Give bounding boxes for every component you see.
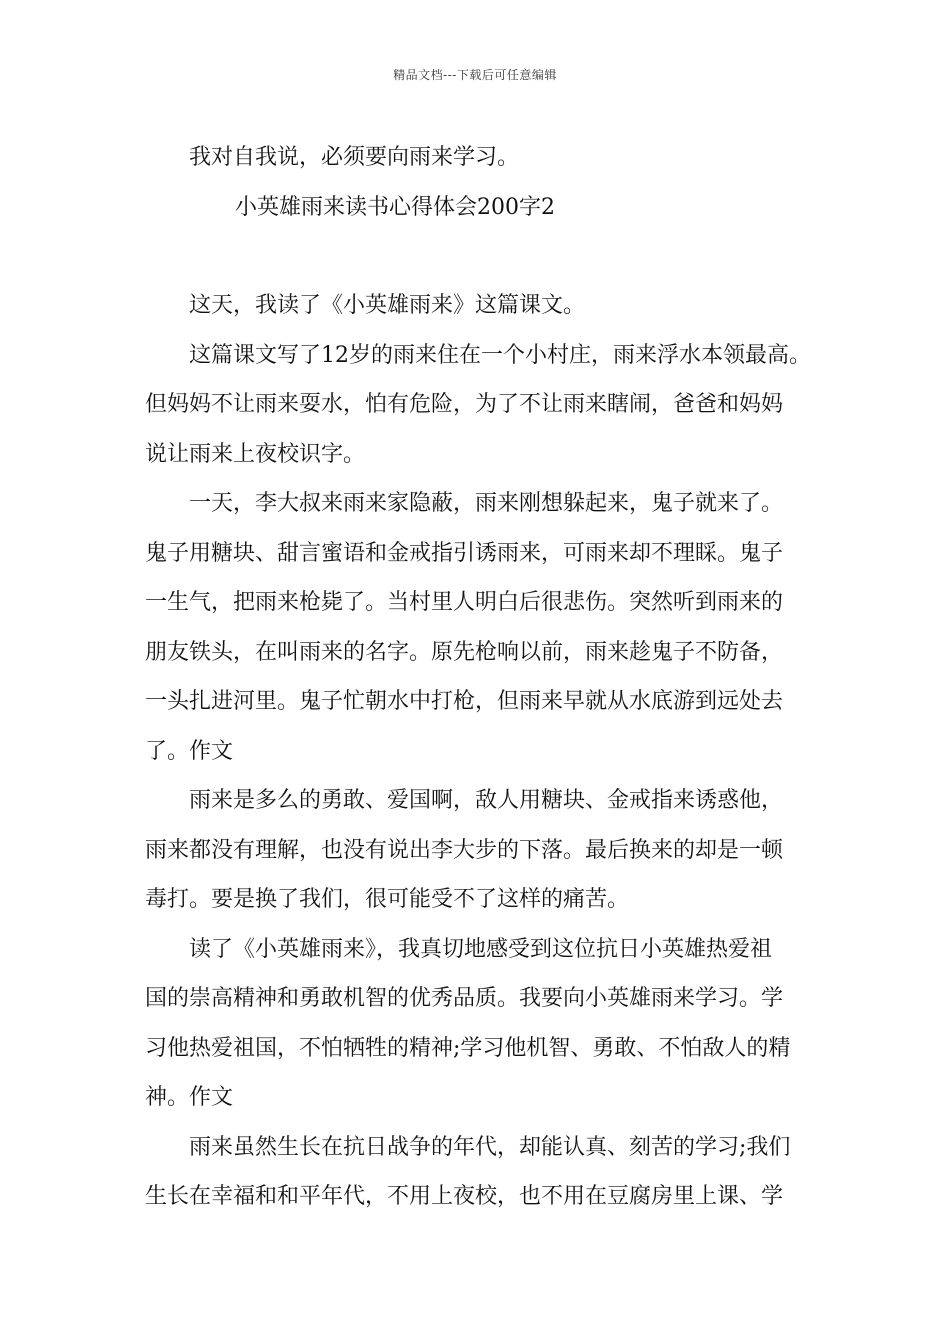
text-line: 一头扎进河里。鬼子忙朝水中打枪，但雨来早就从水底游到远处去 xyxy=(145,689,784,714)
section-title: 小英雄雨来读书心得体会200字2 xyxy=(235,194,555,220)
text-line: 但妈妈不让雨来耍水，怕有危险，为了不让雨来瞎闹，爸爸和妈妈 xyxy=(145,392,784,417)
text-line: 说让雨来上夜校识字。 xyxy=(145,441,366,467)
text-line: 习他热爱祖国，不怕牺牲的精神;学习他机智、勇敢、不怕敌人的精 xyxy=(145,1035,791,1061)
text-line: 雨来都没有理解，也没有说出李大步的下落。最后换来的却是一顿 xyxy=(145,837,784,863)
text-line: 一生气，把雨来枪毙了。当村里人明白后很悲伤。突然听到雨来的 xyxy=(145,590,784,615)
text-line: 了。作文 xyxy=(145,738,234,764)
text-line: 这篇课文写了12岁的雨来住在一个小村庄，雨来浮水本领最高。 xyxy=(189,342,811,368)
text-line: 朋友铁头，在叫雨来的名字。原先枪响以前，雨来趁鬼子不防备， xyxy=(145,639,784,665)
text-line: 雨来是多么的勇敢、爱国啊，敌人用糖块、金戒指来诱惑他， xyxy=(189,788,784,813)
text-line: 生长在幸福和和平年代，不用上夜校，也不用在豆腐房里上课、学 xyxy=(145,1184,784,1209)
text-line: 毒打。要是换了我们，很可能受不了这样的痛苦。 xyxy=(145,887,630,912)
page-header: 精品文档---下载后可任意编辑 xyxy=(393,68,557,82)
text-line: 读了《小英雄雨来》，我真切地感受到这位抗日小英雄热爱祖 xyxy=(189,936,773,962)
text-line: 一天，李大叔来雨来家隐蔽，雨来刚想躲起来，鬼子就来了。 xyxy=(189,491,784,516)
document-body xyxy=(145,133,815,1222)
text-line: 国的崇高精神和勇敢机智的优秀品质。我要向小英雄雨来学习。学 xyxy=(145,986,784,1011)
text-line: 雨来虽然生长在抗日战争的年代，却能认真、刻苦的学习;我们 xyxy=(189,1134,791,1160)
text-line: 神。作文 xyxy=(145,1085,234,1110)
text-line: 这天，我读了《小英雄雨来》这篇课文。 xyxy=(189,293,586,318)
text-line: 鬼子用糖块、甜言蜜语和金戒指引诱雨来，可雨来却不理睬。鬼子 xyxy=(145,540,784,566)
text-line: 我对自我说，必须要向雨来学习。 xyxy=(189,145,520,170)
